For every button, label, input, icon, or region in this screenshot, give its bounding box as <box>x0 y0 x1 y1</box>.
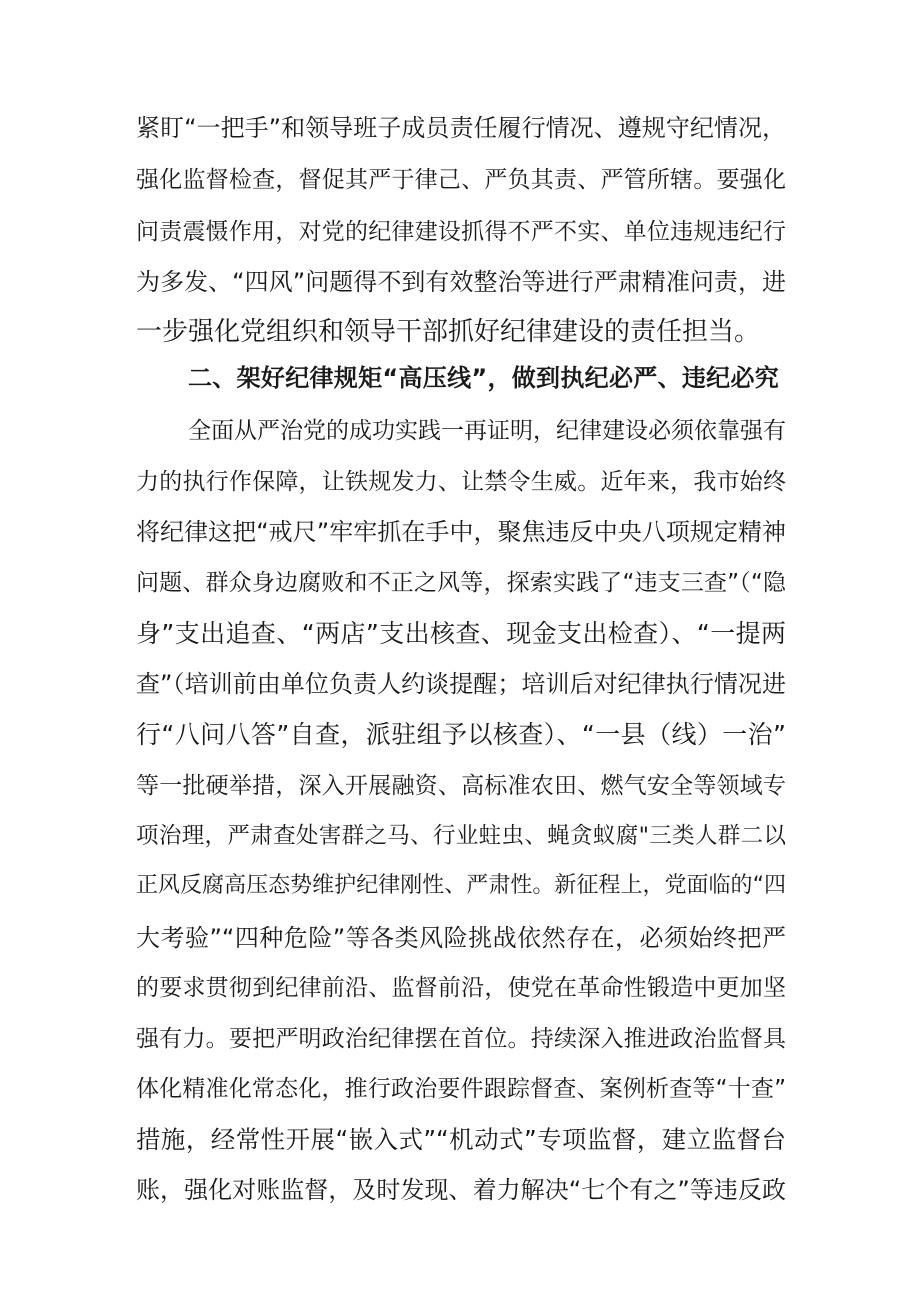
paragraph-line: 大考验”“四种危险”等各类风险挑战依然存在，必须始终把严 <box>136 924 786 952</box>
paragraph-line: 将纪律这把“戒尺”牢牢抓在手中，聚焦违反中央八项规定精神 <box>136 518 786 546</box>
paragraph-line: 查”（培训前由单位负责人约谈提醒；培训后对纪律执行情况进 <box>136 670 786 698</box>
paragraph-line: 体化精准化常态化，推行政治要件跟踪督查、案例析查等“十查” <box>136 1076 786 1102</box>
paragraph-line: 紧盯“一把手”和领导班子成员责任履行情况、遵规守纪情况， <box>136 114 786 142</box>
paragraph-line: 问题、群众身边腐败和不正之风等，探索实践了“违支三查”（“隐 <box>136 570 786 596</box>
paragraph-line: 行“八问八答”自查，派驻组予以核查）、“一县（线）一治” <box>136 720 786 749</box>
paragraph-line: 身”支出追查、“两店”支出核查、现金支出检查）、“一提两 <box>136 619 786 648</box>
paragraph-line: 强有力。要把严明政治纪律摆在首位。持续深入推进政治监督具 <box>136 1026 786 1052</box>
paragraph-line: 项治理，严肃查处害群之马、行业蛀虫、蝇贪蚁腐"三类人群二以 <box>136 823 786 849</box>
paragraph-line: 账，强化对账监督，及时发现、着力解决“七个有之”等违反政 <box>136 1176 786 1204</box>
paragraph-line: 全面从严治党的成功实践一再证明，纪律建设必须依靠强有 <box>188 418 786 444</box>
paragraph-line: 力的执行作保障，让铁规发力、让禁令生威。近年来，我市始终 <box>136 469 786 495</box>
paragraph-line: 问责震慑作用，对党的纪律建设抓得不严不实、单位违规违纪行 <box>136 219 786 245</box>
paragraph-line: 的要求贯彻到纪律前沿、监督前沿，使党在革命性锻造中更加坚 <box>136 975 786 1001</box>
paragraph-line: 为多发、“四风”问题得不到有效整治等进行严肃精准问责，进 <box>136 268 786 296</box>
paragraph-line: 等一批硬举措，深入开展融资、高标准农田、燃气安全等领域专 <box>136 773 786 799</box>
paragraph-line: 正风反腐高压态势维护纪律刚性、严肃性。新征程上，党面临的“四 <box>136 873 786 898</box>
section-heading: 二、架好纪律规矩“高压线”，做到执纪必严、违纪必究 <box>188 364 780 392</box>
paragraph-line: 措施，经常性开展“嵌入式”“机动式”专项监督，建立监督台 <box>136 1125 786 1154</box>
paragraph-line: 强化监督检查，督促其严于律己、严负其责、严管所辖。要强化 <box>136 167 786 193</box>
paragraph-line: 一步强化党组织和领导干部抓好纪律建设的责任担当。 <box>136 317 761 347</box>
